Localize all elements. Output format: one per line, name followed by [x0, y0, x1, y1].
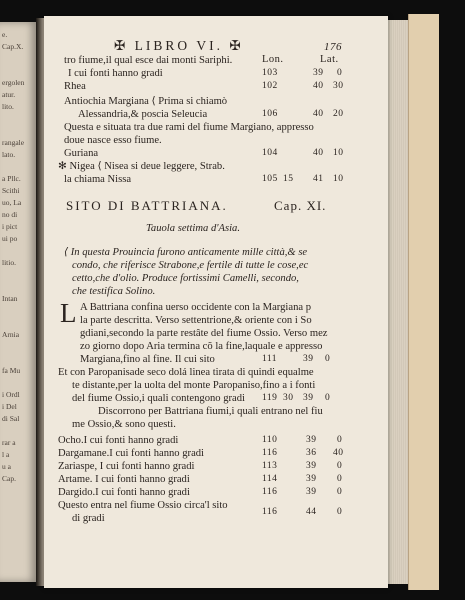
previous-page-fragment: l a	[2, 450, 10, 459]
previous-page-fragment: no di	[2, 210, 18, 219]
text-line: Antiochia Margiana ⟨ Prima si chiamò	[64, 96, 228, 107]
previous-page-fragment: i pict	[2, 222, 18, 231]
coordinate-value: 39	[306, 487, 317, 497]
coordinate-value: 0	[325, 354, 331, 364]
coordinate-value: 0	[337, 507, 343, 517]
text-line: Questa e situata tra due rami del fiume Margiano, appresso	[64, 122, 314, 133]
text-line: gdiani,secondo la parte restâte del fiume Ossio. Verso mez	[80, 328, 328, 339]
coordinate-value: 39	[303, 354, 314, 364]
previous-page-fragment: lito.	[2, 102, 14, 111]
text-line: Ocho.I cui fonti hanno gradi	[58, 435, 179, 446]
text-line: zo giorno dopo Aria termina cõ la fine,laquale e appresso	[80, 341, 323, 352]
previous-page-fragment: Cap.X.	[2, 42, 24, 51]
previous-page-fragment: i Ordl	[2, 390, 20, 399]
previous-page-fragment: ergolen	[2, 78, 25, 87]
column-header: Lat.	[320, 54, 339, 65]
coordinate-value: 10	[333, 174, 344, 184]
coordinate-value: 106	[262, 109, 278, 119]
text-line: te distante,per la uolta del monte Paropaniso,fino a i fonti	[72, 380, 316, 391]
previous-page-fragment: e.	[2, 30, 8, 39]
coordinate-value: 111	[262, 354, 278, 364]
text-line: la parte descritta. Verso settentrione,& oriente con i So	[80, 315, 312, 326]
coordinate-value: 0	[337, 435, 343, 445]
text-line: Et con Paropanisade seco dolá linea tirata di quindi equalme	[58, 367, 314, 378]
coordinate-value: 110	[262, 435, 278, 445]
coordinate-value: 105	[262, 174, 278, 184]
coordinate-value: 39	[306, 461, 317, 471]
coordinate-value: 104	[262, 148, 278, 158]
coordinate-value: 113	[262, 461, 278, 471]
coordinate-value: 36	[306, 448, 317, 458]
text-line: Alessandria,& poscia Seleucia	[78, 109, 208, 120]
previous-page-fragment: fa Mu	[2, 366, 21, 375]
text-line: cetto,che d'olio. Produce fortissimi Camelli, secondo,	[72, 273, 299, 284]
coordinate-value: 116	[262, 487, 278, 497]
running-header: ✠ LIBRO VI. ✠	[114, 38, 244, 53]
previous-page-fragment: Arnia	[2, 330, 20, 339]
coordinate-value: 40	[313, 81, 324, 91]
previous-page-fragment: atur.	[2, 90, 16, 99]
book-gutter	[36, 18, 44, 586]
text-line: Artame. I cui fonti hanno gradi	[58, 474, 190, 485]
previous-page-fragment: litio.	[2, 258, 16, 267]
coordinate-value: 116	[262, 507, 278, 517]
coordinate-value: 39	[306, 435, 317, 445]
previous-page-fragment: uo, La	[2, 198, 22, 207]
coordinate-value: 40	[313, 109, 324, 119]
text-line: ✻ Nigea ⟨ Nisea si deue leggere, Strab.	[58, 161, 225, 172]
previous-page-fragment: u a	[2, 462, 11, 471]
coordinate-value: 15	[283, 174, 294, 184]
coordinate-value: 20	[333, 109, 344, 119]
previous-page-fragment: rar a	[2, 438, 16, 447]
text-line: Tauola settima d'Asia.	[146, 223, 240, 234]
coordinate-value: 39	[303, 393, 314, 403]
text-line: Discorrono per Battriana fiumi,i quali entrano nel fiu	[98, 406, 323, 417]
coordinate-value: 116	[262, 448, 278, 458]
text-line: A Battriana confina uerso occidente con la Margiana p	[80, 302, 312, 313]
previous-page-fragment: lato.	[2, 150, 16, 159]
coordinate-value: 0	[337, 68, 343, 78]
text-line: doue nasce esso fiume.	[64, 135, 162, 146]
text-line: che testifica Solino.	[72, 286, 156, 297]
text-line: condo, che riferisce Strabone,e fertile di tutte le cose,ec	[72, 260, 309, 271]
text-line: ⟨ In questa Prouincia furono anticamente mille città,& se	[64, 247, 308, 258]
previous-page-fragment: di Sal	[2, 414, 20, 423]
text-line: Rhea	[64, 81, 86, 92]
text-line: del fiume Ossio,i quali contengono gradi	[72, 393, 245, 404]
coordinate-value: 0	[337, 474, 343, 484]
section-title: SITO DI BATTRIANA.	[66, 198, 228, 213]
coordinate-value: 0	[337, 487, 343, 497]
coordinate-value: 119	[262, 393, 278, 403]
previous-page-fragment: rangale	[2, 138, 25, 147]
previous-page-fragment: i Del	[2, 402, 17, 411]
text-line: Zariaspe, I cui fonti hanno gradi	[58, 461, 195, 472]
text-line: me Ossio,& sono questi.	[72, 419, 176, 430]
coordinate-value: 0	[337, 461, 343, 471]
text-line: la chiama Nissa	[64, 174, 132, 185]
previous-page-fragment: Cap.	[2, 474, 16, 483]
previous-page-fragment: Intan	[2, 294, 18, 303]
coordinate-value: 102	[262, 81, 278, 91]
previous-page-edge	[0, 22, 38, 582]
book-page	[44, 16, 388, 588]
previous-page-fragment: ui po	[2, 234, 18, 243]
coordinate-value: 10	[333, 148, 344, 158]
coordinate-value: 0	[325, 393, 331, 403]
text-line: Questo entra nel fiume Ossio circa'l sito	[58, 500, 228, 511]
coordinate-value: 44	[306, 507, 317, 517]
text-line: Guriana	[64, 148, 99, 159]
previous-page-fragment: Scithi	[2, 186, 20, 195]
coordinate-value: 103	[262, 68, 278, 78]
text-line: Dargamane.I cui fonti hanno gradi	[58, 448, 205, 459]
column-header: Lon.	[262, 54, 284, 65]
text-line: I cui fonti hanno gradi	[68, 68, 163, 79]
coordinate-value: 41	[313, 174, 324, 184]
coordinate-value: 30	[333, 81, 344, 91]
drop-capital: L	[60, 298, 77, 328]
text-line: Margiana,fino al fine. Il cui sito	[80, 354, 215, 365]
book-cover-board	[408, 14, 439, 590]
chapter-number: Cap. XI.	[274, 198, 327, 213]
coordinate-value: 30	[283, 393, 294, 403]
text-line: Dargido.I cui fonti hanno gradi	[58, 487, 190, 498]
text-line: tro fiume,il qual esce dai monti Sariphi.	[64, 55, 233, 66]
page-number: 176	[324, 41, 342, 53]
coordinate-value: 114	[262, 474, 278, 484]
previous-page-fragment: a Pllc.	[2, 174, 21, 183]
coordinate-value: 39	[306, 474, 317, 484]
coordinate-value: 40	[313, 148, 324, 158]
coordinate-value: 40	[333, 448, 344, 458]
text-line: di gradi	[72, 513, 105, 524]
coordinate-value: 39	[313, 68, 324, 78]
